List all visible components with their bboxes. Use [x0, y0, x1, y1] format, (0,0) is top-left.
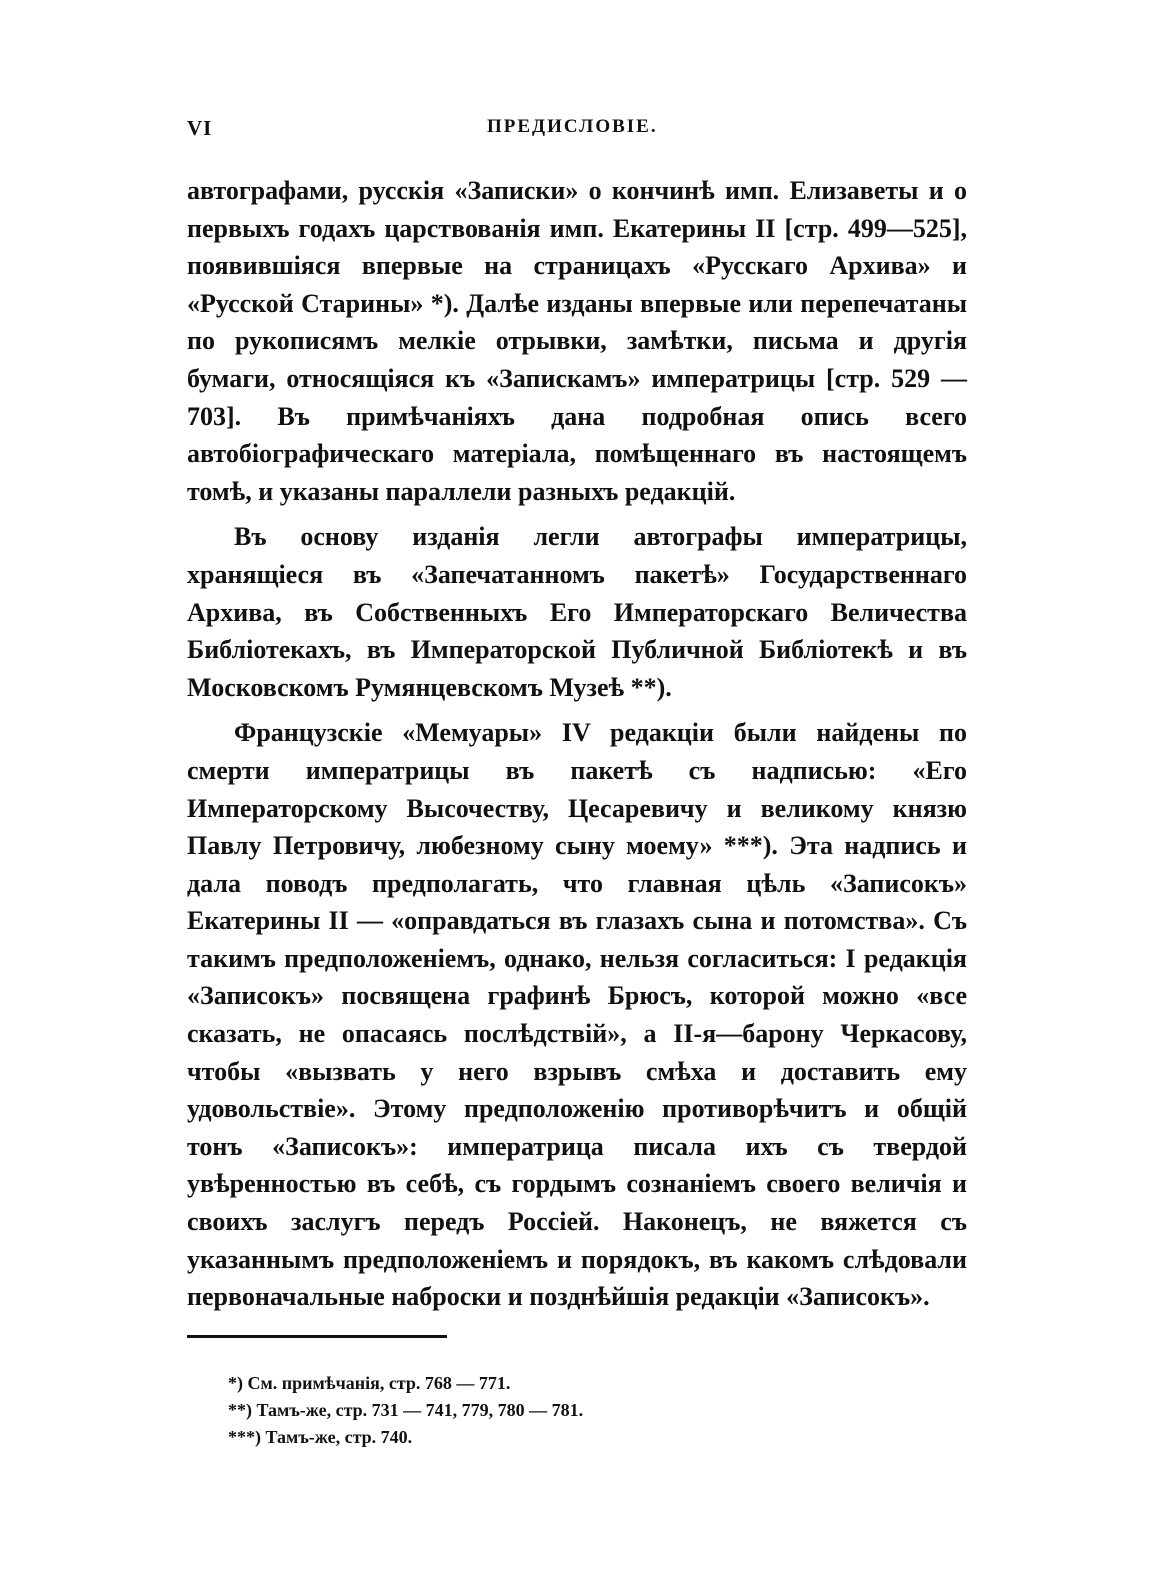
body-text	[187, 172, 967, 1324]
footnotes	[228, 1370, 948, 1451]
footnote-divider	[187, 1335, 447, 1338]
footnote-2: **) Тамъ-же, стр. 731 — 741, 779, 780 — 781.	[228, 1400, 584, 1420]
page-title: ПРЕДИСЛОВІЕ.	[487, 116, 658, 137]
paragraph-1: автографами, русскія «Записки» о кончинѣ имп. Елизаветы и о первыхъ годахъ царствованія имп. Екатерины II [стр. 499—525], появившіяся впервые на страницахъ «Русскаго Архива» и «Русской Старины» *). Далѣе изданы впервые или перепечатаны по рукописямъ мелкіе отрывки, замѣтки, письма и другія бумаги, относящіяся къ «Запискамъ» императрицы [стр. 529 — 703]. Въ примѣчаніяхъ дана подробная опись всего автобіографическаго матеріала, помѣщеннаго въ настоящемъ томѣ, и указаны параллели разныхъ редакцій.	[187, 176, 967, 506]
footnote-1: *) См. примѣчанія, стр. 768 — 771.	[228, 1373, 511, 1393]
paragraph-2: Въ основу изданія легли автографы императрицы, хранящіеся въ «Запечатанномъ пакетѣ» Государственнаго Архива, въ Собственныхъ Его Императорскаго Величества Библіотекахъ, въ Императорской Публичной Библіотекѣ и въ Московскомъ Румянцевскомъ Музеѣ **).	[187, 522, 967, 702]
footnote-3: ***) Тамъ-же, стр. 740.	[228, 1427, 413, 1447]
paragraph-3: Французскіе «Мемуары» IV редакціи были найдены по смерти императрицы въ пакетѣ съ надписью: «Его Императорскому Высочеству, Цесаревичу и великому князю Павлу Петровичу, любезному сыну моему» ***). Эта надпись и дала поводъ предполагать, что главная цѣль «Записокъ» Екатерины II — «оправдаться въ глазахъ сына и потомства». Съ такимъ предположеніемъ, однако, нельзя согласиться: I редакція «Записокъ» посвящена графинѣ Брюсъ, которой можно «все сказать, не опасаясь послѣдствій», а II-я—барону Черкасову, чтобы «вызвать у него взрывъ смѣха и доставить ему удовольствіе». Этому предположенію противорѣчитъ и общій тонъ «Записокъ»: императрица писала ихъ съ твердой увѣренностью въ себѣ, съ гордымъ сознаніемъ своего величія и своихъ заслугъ передъ Россіей. Наконецъ, не вяжется съ указаннымъ предположеніемъ и порядокъ, въ какомъ слѣдовали первоначальные наброски и позднѣйшія редакціи «Записокъ».	[187, 718, 967, 1312]
page-number: VI	[187, 116, 213, 140]
running-head	[187, 116, 967, 146]
